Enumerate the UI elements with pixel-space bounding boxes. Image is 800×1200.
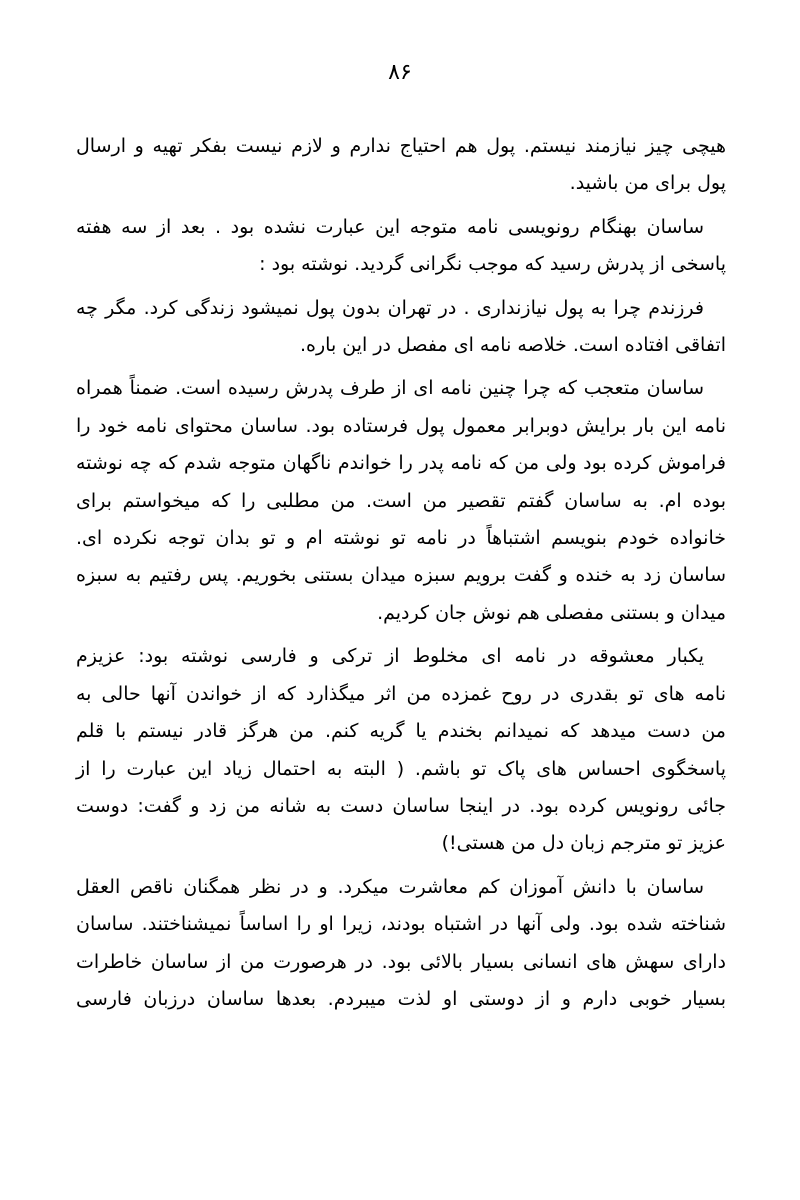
text-line: فرزندم چرا به پول نیازنداری . در تهران بدون پول نمیشود زندگی کرد. مگر چه [76,296,704,319]
text-line: میدان و بستنی مفصلی هم نوش جان کردیم. [377,601,726,624]
text-line: عزیز تو مترجم زبان دل من هستی!) [441,832,726,855]
paragraph-6 [76,869,726,1019]
text-line: ساسان با دانش آموزان کم معاشرت میکرد. و در نظر همگنان ناقص العقل [76,875,704,898]
text-line: بسیار خوبی دارم و از دوستی او لذت میبردم. بعدها ساسان درزبان فارسی [76,987,726,1010]
text-line: پول برای من باشید. [569,172,726,195]
text-line: فراموش کرده بود ولی من که نامه پدر را خواندم ناگهان متوجه شدم که چه نوشته [76,452,726,475]
paragraph-4 [76,370,726,632]
paragraph-3 [76,290,726,365]
paragraph-5 [76,638,726,862]
text-line: نامه این بار برایش دوبرابر معمول پول فرستاده بود. ساسان محتوای نامه خود را [76,414,726,437]
text-line: ساسان بهنگام رونویسی نامه متوجه این عبارت نشده بود . بعد از سه هفته [76,215,704,238]
text-line: پاسخگوی احساس های پاک تو باشم. ( البته به احتمال زیاد این عبارت را از [76,757,726,780]
text-line: نامه های تو بقدری در روح غمزده من اثر میگذارد که از خواندن آنها حالی به [76,682,726,705]
page-number: ۸۶ [388,60,412,85]
text-line: اتفاقی افتاده است. خلاصه نامه ای مفصل در این باره. [300,334,726,357]
text-line: هیچی چیز نیازمند نیستم. پول هم احتیاج ندارم و لازم نیست بفکر تهیه و ارسال [76,135,726,157]
page-body-text [76,128,726,1024]
text-line: یکبار معشوقه در نامه ای مخلوط از ترکی و فارسی نوشته بود: عزیزم [76,645,704,668]
text-line: خانواده خودم بنویسم اشتباهاً در نامه تو نوشته ام و تو بدان توجه نکرده ای. [76,527,726,550]
text-line: ساسان زد به خنده و گفت برویم سبزه میدان بستنی بخوریم. پس رفتیم به سبزه [76,564,726,587]
text-line: ساسان متعجب که چرا چنین نامه ای از طرف پدرش رسیده است. ضمناً همراه [76,377,704,400]
text-line: من دست میدهد که نمیدانم بخندم یا گریه کنم. من هرگز قادر نیستم با قلم [76,720,726,743]
text-line: جائی رونویس کرده بود. در اینجا ساسان دست به شانه من زد و گفت: دوست [76,794,726,817]
text-line: بوده ام. به ساسان گفتم تقصیر من است. من مطلبی را که میخواستم برای [76,489,726,512]
text-line: پاسخی از پدرش رسید که موجب نگرانی گردید. نوشته بود : [259,253,726,276]
paragraph-2 [76,209,726,284]
text-line: شناخته شده بود. ولی آنها در اشتباه بودند، زیرا او را اساساً نمیشناختند. ساسان [76,913,726,936]
paragraph-1 [76,128,726,203]
text-line: دارای سهش های انسانی بسیار بالائی بود. در هرصورت من از ساسان خاطرات [76,950,726,973]
